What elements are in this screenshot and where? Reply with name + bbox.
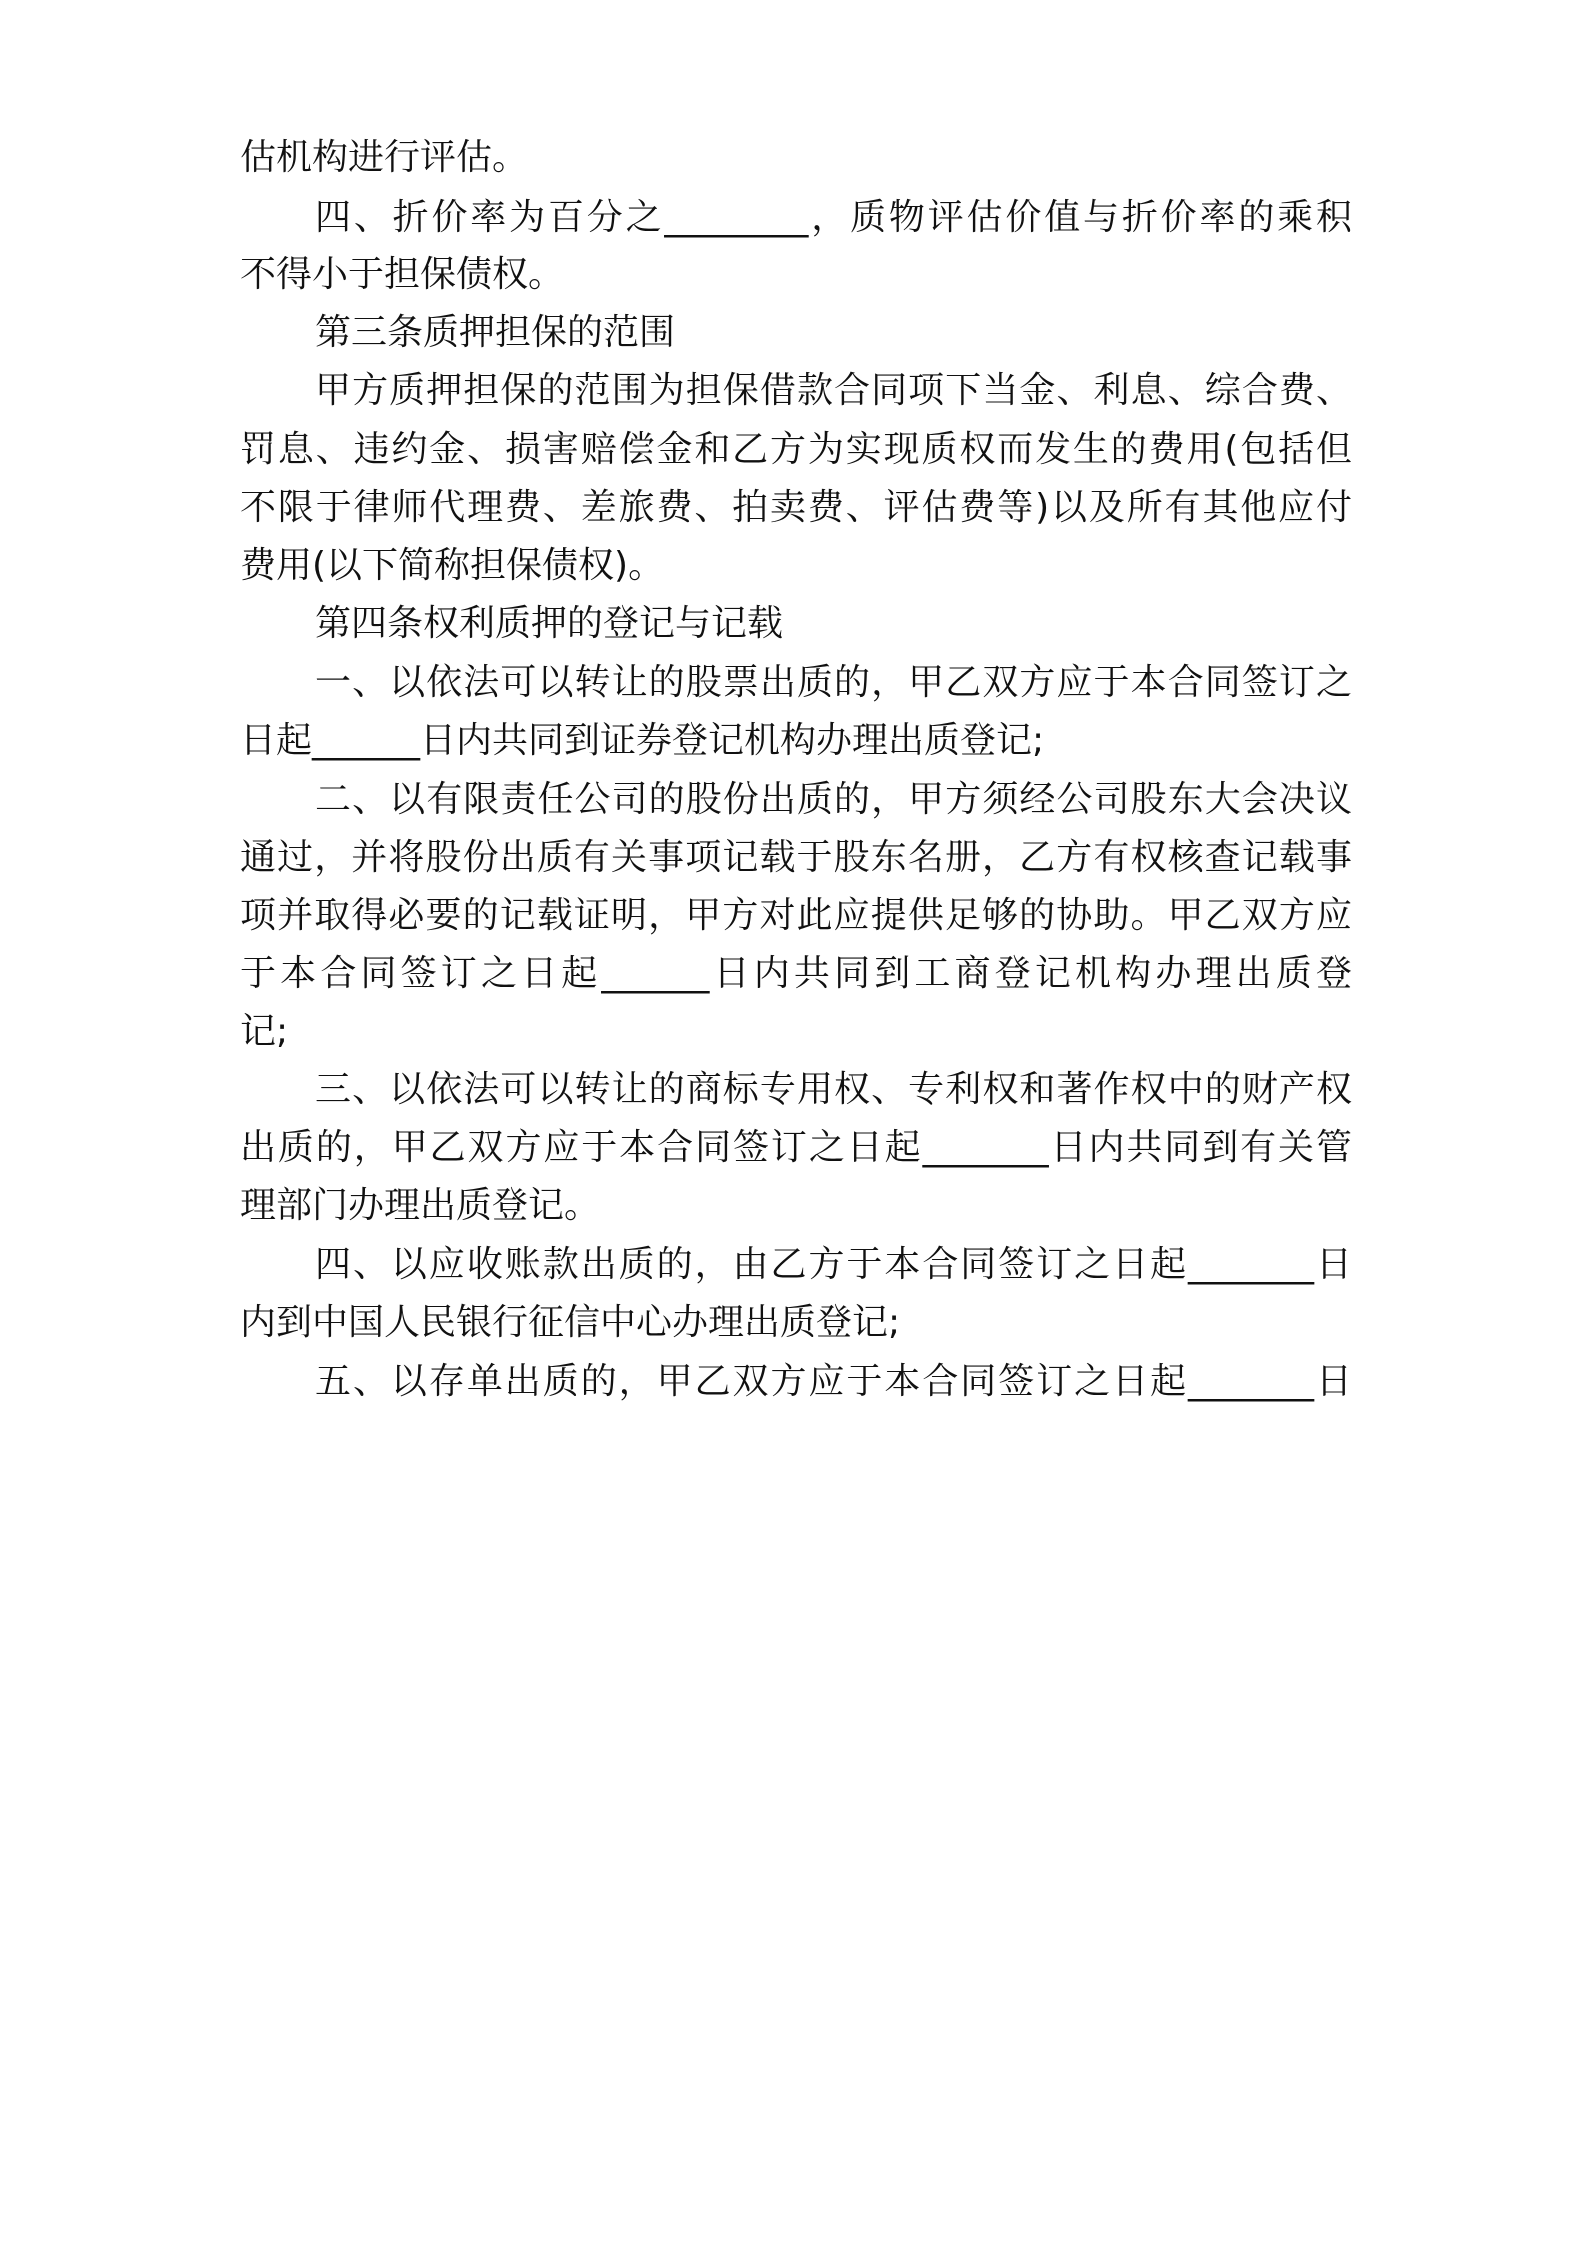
- paragraph-line: 内到中国人民银行征信中心办理出质登记;: [240, 1302, 901, 1343]
- paragraph-line: 甲方质押担保的范围为担保借款合同项下当金、利息、综合费、: [315, 370, 1352, 411]
- paragraph-line: 不限于律师代理费、差旅费、拍卖费、评估费等)以及所有其他应付: [240, 487, 1352, 528]
- paragraph-line: 不得小于担保债权。: [240, 254, 565, 295]
- paragraph-line: 四、折价率为百分之________，质物评估价值与折价率的乘积: [315, 197, 1352, 238]
- paragraph-line: 日起______日内共同到证券登记机构办理出质登记;: [240, 720, 1045, 761]
- paragraph-line: 二、以有限责任公司的股份出质的，甲方须经公司股东大会决议: [315, 779, 1352, 820]
- paragraph-line: 记;: [240, 1011, 289, 1052]
- paragraph-line: 通过，并将股份出质有关事项记载于股东名册，乙方有权核查记载事: [240, 837, 1352, 878]
- paragraph-line: 五、以存单出质的，甲乙双方应于本合同签订之日起_______日: [315, 1361, 1352, 1402]
- paragraph-line: 费用(以下简称担保债权)。: [240, 545, 665, 586]
- paragraph-line: 估机构进行评估。: [240, 137, 529, 178]
- paragraph-line: 项并取得必要的记载证明，甲方对此应提供足够的协助。甲乙双方应: [240, 895, 1352, 936]
- paragraph-line: 一、以依法可以转让的股票出质的，甲乙双方应于本合同签订之: [315, 662, 1352, 703]
- paragraph-line: 理部门办理出质登记。: [240, 1185, 601, 1226]
- paragraph-line: 三、以依法可以转让的商标专用权、专利权和著作权中的财产权: [315, 1069, 1352, 1110]
- paragraph-line: 四、以应收账款出质的，由乙方于本合同签订之日起_______日: [315, 1244, 1352, 1285]
- document-page: [240, 0, 1352, 2244]
- section-heading: 第四条权利质押的登记与记载: [315, 603, 784, 644]
- paragraph-line: 出质的，甲乙双方应于本合同签订之日起_______日内共同到有关管: [240, 1127, 1352, 1168]
- section-heading: 第三条质押担保的范围: [315, 312, 676, 353]
- paragraph-line: 罚息、违约金、损害赔偿金和乙方为实现质权而发生的费用(包括但: [240, 429, 1352, 470]
- paragraph-line: 于本合同签订之日起______日内共同到工商登记机构办理出质登: [240, 953, 1352, 994]
